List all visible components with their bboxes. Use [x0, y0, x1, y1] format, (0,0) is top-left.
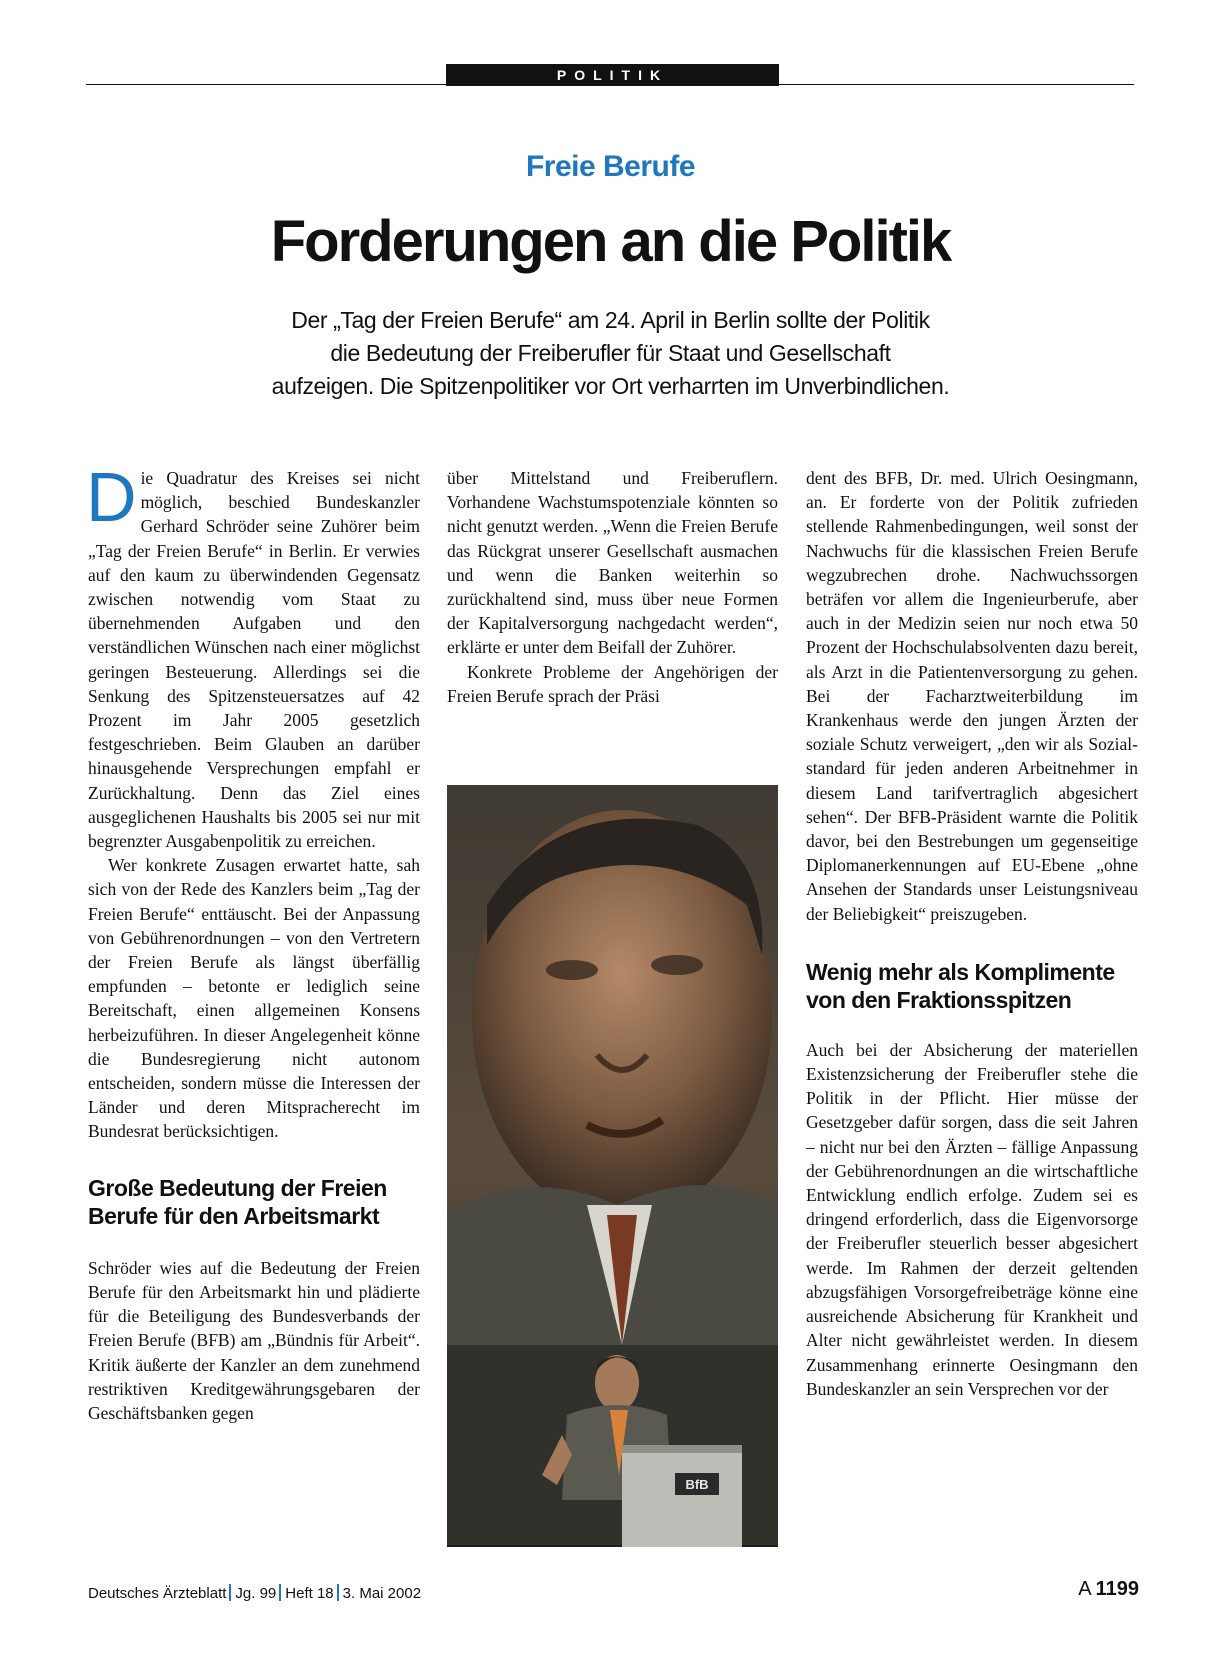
article-photo — [447, 785, 778, 1547]
lead-line: die Bedeutung der Freiberufler für Staat und Gesellschaft — [330, 340, 891, 366]
footer-separator — [229, 1584, 231, 1601]
body-paragraph: über Mittelstand und Freiberuflern. Vorhandene Wachstumspotenziale könnten so nicht genutzt werden. „Wenn die Freien Berufe das Rückgrat unserer Gesellschaft ausmachen und wenn die Banken weiterhin so zurückhaltend sind, muss über neue Formen der Kapitalversorgung nachgedacht werden“, erklärte er unter dem Beifall der Zuhörer. — [447, 468, 778, 658]
podium-logo: BfB — [685, 1477, 709, 1492]
journal-issue: Heft 18 — [285, 1585, 334, 1602]
journal-volume: Jg. 99 — [235, 1585, 277, 1602]
headline: Forderungen an die Politik — [270, 209, 951, 274]
lead-line: aufzeigen. Die Spitzenpolitiker vor Ort verharrten im Unverbindlichen. — [271, 373, 950, 399]
drop-cap: D — [86, 458, 137, 536]
journal-name: Deutsches Ärzteblatt — [88, 1585, 227, 1602]
body-paragraph: Auch bei der Absicherung der materiellen Existenzsicherung der Freiberufler stehe die Politik in der Pflicht. Hier müsse der Gesetzgeber dafür sorgen, dass die seit Jahren – nicht nur bei den Ärzten – fällige Anpassung der Gebührenordnungen an die wirtschaftliche Entwicklung endlich erfolge. Zudem sei es dringend erforderlich, dass die Eigenvorsorge der Freiberufler steuerlich besser abgesichert werde. Im Rahmen der derzeit geltenden abzugsfähigen Vorsorgefreibeträge könne eine ausreichende Absicherung für Krankheit und Alter nicht gewährleistet werden. In diesem Zusammenhang erinnerte Oesingmann den Bundeskanzler an sein Versprechen vor der — [806, 1039, 1138, 1399]
speaker-photo-illustration — [447, 785, 778, 1547]
subheading: Wenig mehr als Komplimente von den Fraktionsspitzen — [806, 958, 1115, 1013]
page-prefix: A — [1078, 1578, 1092, 1600]
page-number — [1078, 1578, 1139, 1601]
subheading: Große Bedeutung der Freien Berufe für den Arbeitsmarkt — [88, 1174, 387, 1229]
footer-separator — [279, 1584, 281, 1601]
lead-line: Der „Tag der Freien Berufe“ am 24. April in Berlin sollte der Politik — [291, 307, 930, 333]
footer-separator — [337, 1584, 339, 1601]
body-paragraph: Die Quadratur des Kreises sei nicht möglich, beschied Bundeskanzler Gerhard Schröder seine Zuhörer beim „Tag der Freien Berufe“ in Berlin. Er verwies auf den kaum zu überwindenden Gegensatz zwischen notwendig vom Staat zu übernehmenden Aufgaben und den verständlichen Wünschen nach einer möglichst geringen Besteuerung. Allerdings sei die Senkung des Spitzensteuersatzes auf 42 Prozent im Jahr 2005 gesetzlich festgeschrieben. Beim Glauben an darüber hinausgehende Versprechungen empfahl er Zurückhaltung. Denn das Ziel eines ausgeglichenen Haushalts bis 2005 sei nur mit begrenzter Ausgabenpolitik zu erreichen. — [86, 458, 420, 852]
body-paragraph: Konkrete Probleme der Angehörigen der Freien Berufe sprach der Präsi — [447, 661, 778, 706]
page-footer — [88, 1584, 421, 1602]
kicker: Freie Berufe — [525, 150, 696, 183]
body-paragraph: Schröder wies auf die Bedeutung der Freien Berufe für den Arbeitsmarkt hin und plädierte für die Beteiligung des Bundesverbands der Freien Berufe (BFB) am „Bündnis für Arbeit“. Kritik äußerte der Kanzler an dem zunehmend restriktiven Kreditgewährungsgebaren der Geschäftsbanken gegen — [88, 1257, 420, 1423]
article-column-2 — [447, 466, 778, 708]
body-paragraph: dent des BFB, Dr. med. Ulrich Oesingmann, an. Er forderte von der Politik zufrieden stellende Rahmenbedingungen, weil sonst der Nachwuchs für die klassischen Freien Berufe wegzubrechen drohe. Nachwuchssorgen beträfen vor allem die Ingenieurberufe, aber auch in der Medizin seien nur noch etwa 50 Prozent der Hochschulabsolventen dazu bereit, als Arzt in die Patientenversorgung zu gehen. Bei der Facharztweiterbildung im Krankenhaus werde den jungen Ärzten der soziale Schutz verweigert, „den wir als Sozialstandard für jeden anderen Arbeitnehmer in diesem Land tarifvertraglich abgesichert sehen“. Der BFB-Präsident warnte die Politik davor, bei den Bestrebungen um gegenseitige Diplomanerkennungen auf EU-Ebene „ohne Ansehen der Standards unser Leistungsniveau der Beliebigkeit“ preiszugeben. — [806, 468, 1138, 924]
body-paragraph: Wer konkrete Zusagen erwartet hatte, sah sich von der Rede des Kanzlers beim „Tag der Freien Berufe“ enttäuscht. Bei der Anpassung von Gebührenordnungen – von den Vertretern der Freien Berufe als längst überfällig empfunden – betonte er lediglich seine Bereitschaft, einen allgemeinen Konsens herbeizuführen. In dieser Angelegenheit könne die Bundesregierung nicht autonom entscheiden, sondern müsse die Interessen der Länder und deren Mitspracherecht im Bundesrat berücksichtigen. — [88, 855, 420, 1142]
section-label: POLITIK — [446, 64, 779, 86]
page-number-value: 1199 — [1095, 1578, 1139, 1600]
article-column-3 — [806, 466, 1138, 1401]
issue-date: 3. Mai 2002 — [342, 1585, 422, 1602]
lead-paragraph — [160, 304, 1061, 403]
article-column-1 — [86, 458, 420, 1425]
